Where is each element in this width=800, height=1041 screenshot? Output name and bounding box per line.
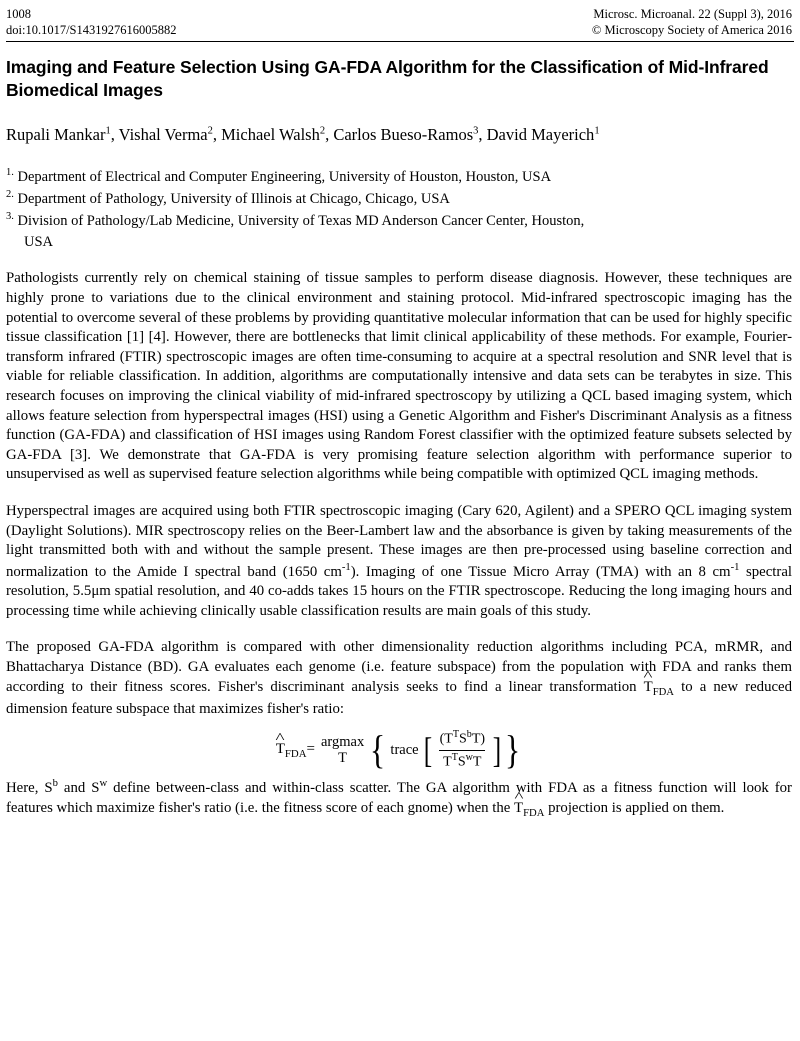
affiliation-number: 3. [6,211,14,223]
equation-numerator-p1: (T [439,731,453,747]
t-hat-symbol: ^ T [644,678,653,698]
paragraph-algorithm-text-1: The proposed GA-FDA algorithm is compared with other dimensionality reduction algorithms including PCA, mRMR, and Bhattacharya Distance (BD). GA evaluates each genome (i.e. feature subspace) from the population with FDA and ranks them according to their fitness scores. Fisher's discriminant analysis seeks to find a linear transformation [6,639,792,695]
journal-citation: Microsc. Microanal. 22 (Suppl 3), 2016 [593,7,792,21]
paragraph-scatter-text-2: and S [57,780,100,797]
affiliation-list [6,166,792,253]
t-hat-subscript: FDA [652,686,674,698]
affiliation-text-continued: USA [24,233,54,250]
equation-numerator-sup1: T [452,729,459,741]
equation-denominator-mid: S [457,754,466,770]
paragraph-methods [6,502,792,621]
superscript-w: w [99,778,108,790]
inline-symbol-t-fda-2 [514,799,545,819]
author [6,125,111,144]
page-number: 1008 [6,7,31,21]
affiliation-item [6,188,792,209]
author-name: David Mayerich [486,125,595,145]
author-name: Michael Walsh [221,125,320,145]
paragraph-intro: Pathologists currently rely on chemical staining of tissue samples to perform disease diagnosis. However, these techniques are highly prone to variations due to the clinical environment and staining protocol. Mid-infrared spectroscopic imaging has the potential to overcome several of these problems by providing quantitative molecular information that can be used for highly specific tissue classification [1] [4]. However, there are bottlenecks that limit clinical applicability of these methods. For example, Fourier-transform infrared (FTIR) spectroscopic images are often time-consuming to acquire at a spectral resolution and SNR level that is viable for reliable classification. In addition, algorithms are computationally intensive and data sets can be terabytes in size. This research focuses on improving the clinical viability of mid-infrared spectroscopy by utilizing a QCL based imaging system, which allows feature selection from hyperspectral images (HSI) using a Genetic Algorithm and Fisher's Discriminant Analysis as a fitness function (GA-FDA) and classification of HSI images using Random Forest classifier with the optimized feature subsets selected by GA-FDA [3]. We demonstrate that GA-FDA is very promising feature selection algorithm with performance superior to unsupervised as well as supervised feature selection algorithms while being compatible with optimized QCL imaging methods. [6,270,792,483]
author-name: Rupali Mankar [6,125,106,145]
paragraph-algorithm-text-2: to a new reduced dimension feature subspace that maximizes fisher's ratio: [6,678,793,717]
header-left [6,6,177,38]
equation-argmax-label: argmax [321,734,365,750]
equation-t-hat: ^ T [276,741,285,758]
paragraph-scatter [6,777,792,821]
equation-equals: = [306,740,315,757]
author-name: Vishal Verma [118,125,208,145]
equation-fisher-ratio [6,729,792,771]
equation-fraction [434,729,491,771]
page-title: Imaging and Feature Selection Using GA-FDA Algorithm for the Classification of Mid-Infrared Biomedical Images [6,57,769,101]
paragraph-methods-text-1: Hyperspectral images are acquired using both FTIR spectroscopic imaging (Cary 620, Agilent) and a SPERO QCL imaging system (Daylight Solutions). MIR spectroscopy relies on the Beer-Lambert law and the absorbance is given by taking measurements of the light transmitted both with and without the sample present. These images are then pre-processed using baseline correction and normalization to the Amide I spectral band (1650 cm [6,502,792,580]
equation-denominator-sup1: T [451,751,458,763]
equation-brace-close: } [504,727,521,773]
equation-numerator-end: T) [471,731,486,747]
author-list: Rupali Mankar$^1$, Vishal Verma$^2$, Michael Walsh$^2$, Carlos Bueso-Ramos$^3$, David Mayerich$^1$ [6,125,600,145]
paragraph-scatter-text-4: projection is applied on them. [544,799,725,816]
paragraph-methods-text-3: spectral resolution, 5.5 [6,563,792,600]
paragraph-methods-text-2: ). Imaging of one Tissue Micro Array (TMA) with an 8 cm [350,563,731,580]
superscript-units-1: -1 [341,561,351,573]
page-header [0,0,800,38]
author [333,125,478,144]
affiliation-number: 2. [6,189,14,201]
equation-argmax [317,734,368,766]
author-affil-marker: 1 [594,125,600,137]
paragraph-scatter-text-3: define between-class and within-class scatter. The GA algorithm with FDA as a fitness function will look for features which maximize fisher's ratio (i.e. the fitness score of each gnome) when the [6,780,792,816]
author [221,125,325,144]
equation-denominator-p1: T [443,754,452,770]
affiliation-text: Division of Pathology/Lab Medicine, University of Texas MD Anderson Cancer Center, Houston, [17,213,585,230]
copyright-line: © Microscopy Society of America 2016 [591,23,792,37]
author-name: Carlos Bueso-Ramos [333,125,474,145]
doi: doi:10.1017/S1431927616005882 [6,23,177,37]
equation-numerator-mid: S [458,731,467,747]
affiliation-number: 1. [6,166,14,178]
author [119,125,213,144]
paragraph-algorithm [6,638,792,719]
equation-bracket-close: ] [492,729,502,770]
header-right [592,6,792,38]
affiliation-item [6,166,792,187]
affiliation-item [6,210,792,252]
paragraph-scatter-text-1: Here, S [6,780,53,797]
article-content [0,56,800,821]
author [487,125,600,144]
equation-numerator-sup2: b [466,729,472,741]
equation-argmax-var: T [338,750,348,767]
equation-denominator-sup2: w [465,751,473,763]
t-hat-subscript-2: FDA [523,807,545,819]
paragraph-methods-text-4: m spatial resolution, and 40 co-adds takes 15 hours on the FTIR spectroscope. Reducing the long imaging hours and processing time while achieving clinically usable classification results are main goals of this study. [6,583,793,619]
equation-denominator [439,750,485,771]
author-affil-marker: 3 [473,125,479,137]
affiliation-text: Department of Electrical and Computer Engineering, University of Houston, Houston, USA [17,168,552,185]
affiliation-text: Department of Pathology, University of Illinois at Chicago, Chicago, USA [17,190,450,207]
equation-denominator-end: T [472,754,482,770]
author-affil-marker: 2 [207,125,213,137]
equation-bracket-open: [ [423,729,432,770]
equation-lhs [276,741,317,760]
equation-brace-open: { [370,727,386,773]
superscript-b: b [52,778,58,790]
header-divider [6,41,794,42]
author-affil-marker: 2 [319,125,326,137]
inline-symbol-t-fda [643,678,674,698]
micro-symbol: μ [91,583,100,600]
equation-numerator [436,729,489,749]
equation-trace: trace [390,741,419,758]
equation-t-subscript: FDA [284,747,307,760]
t-hat-symbol-2: ^ T [514,799,523,819]
superscript-units-2: -1 [730,561,740,573]
author-affil-marker: 1 [105,125,111,137]
